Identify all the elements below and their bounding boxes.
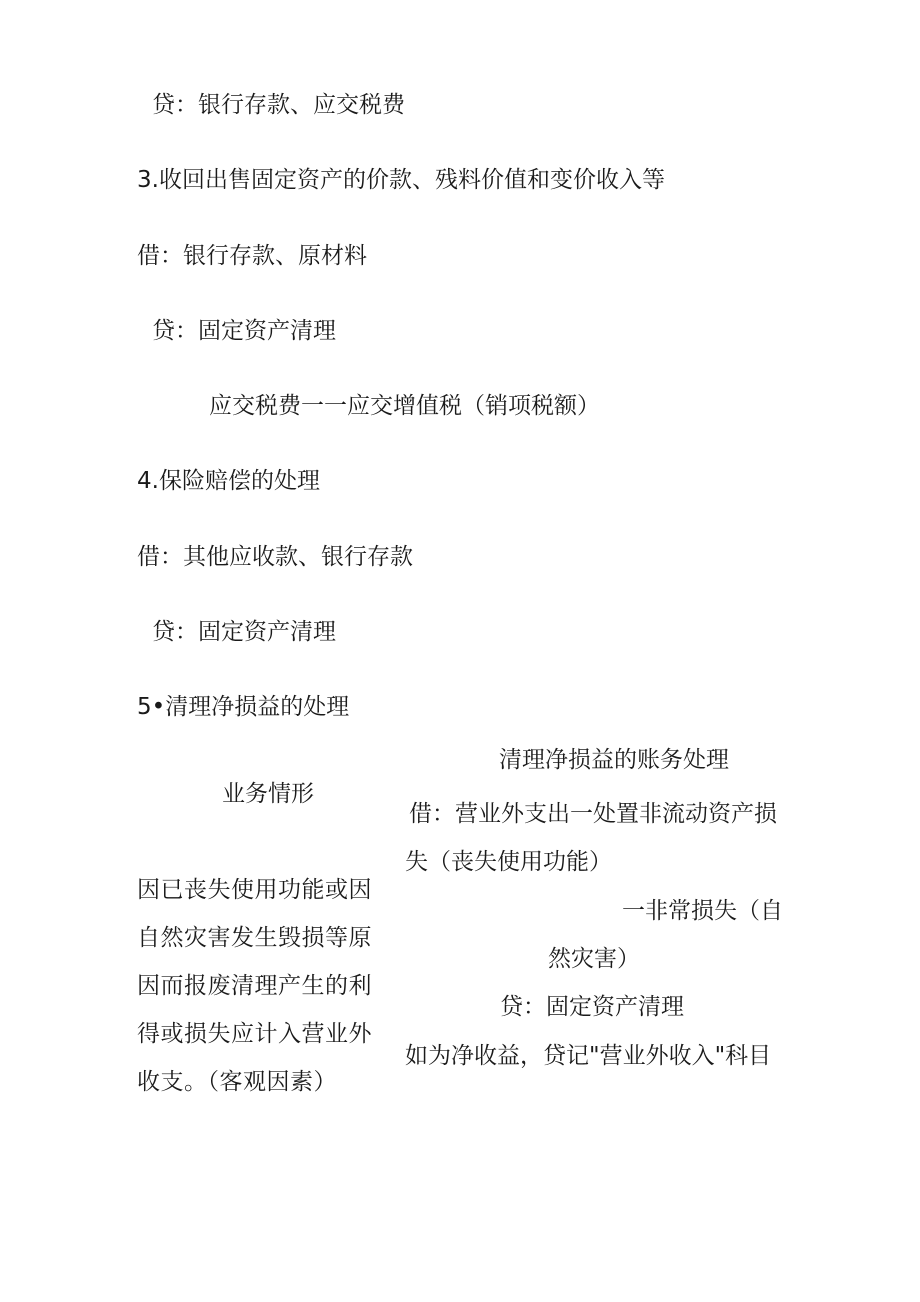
table-cell-accounting-line-3: 一非常损失（自: [622, 898, 783, 924]
table-cell-accounting-line-2: 失（丧失使用功能）: [405, 849, 612, 875]
table-header-accounting: 清理净损益的账务处理: [499, 747, 729, 773]
table-cell-accounting-line-5: 贷：固定资产清理: [500, 994, 684, 1020]
entry-credit-vat: 应交税费一一应交增值税（销项税额）: [209, 393, 600, 419]
table-cell-accounting-line-6: 如为净收益，贷记"营业外收入"科目: [405, 1043, 772, 1069]
table-cell-accounting-line-1: 借：营业外支出一处置非流动资产损: [409, 801, 777, 827]
entry-debit-bank-material: 借：银行存款、原材料: [137, 243, 367, 269]
section-5-heading: 5•清理净损益的处理: [137, 694, 350, 720]
entry-credit-bank-tax: 贷：银行存款、应交税费: [152, 92, 405, 118]
entry-credit-asset-clearing-2: 贷：固定资产清理: [152, 619, 336, 645]
table-cell-accounting-line-4: 然灾害）: [548, 946, 640, 972]
entry-credit-asset-clearing: 贷：固定资产清理: [152, 318, 336, 344]
entry-debit-receivable-bank: 借：其他应收款、银行存款: [137, 544, 413, 570]
section-4-heading: 4.保险赔偿的处理: [137, 468, 320, 494]
table-header-scenario: 业务情形: [222, 781, 314, 807]
section-3-heading: 3.收回出售固定资产的价款、残料价值和变价收入等: [137, 167, 665, 193]
table-cell-scenario: 因已丧失使用功能或因自然灾害发生毁损等原因而报废清理产生的利得或损失应计入营业外收支。（客观因素）: [137, 877, 372, 1095]
